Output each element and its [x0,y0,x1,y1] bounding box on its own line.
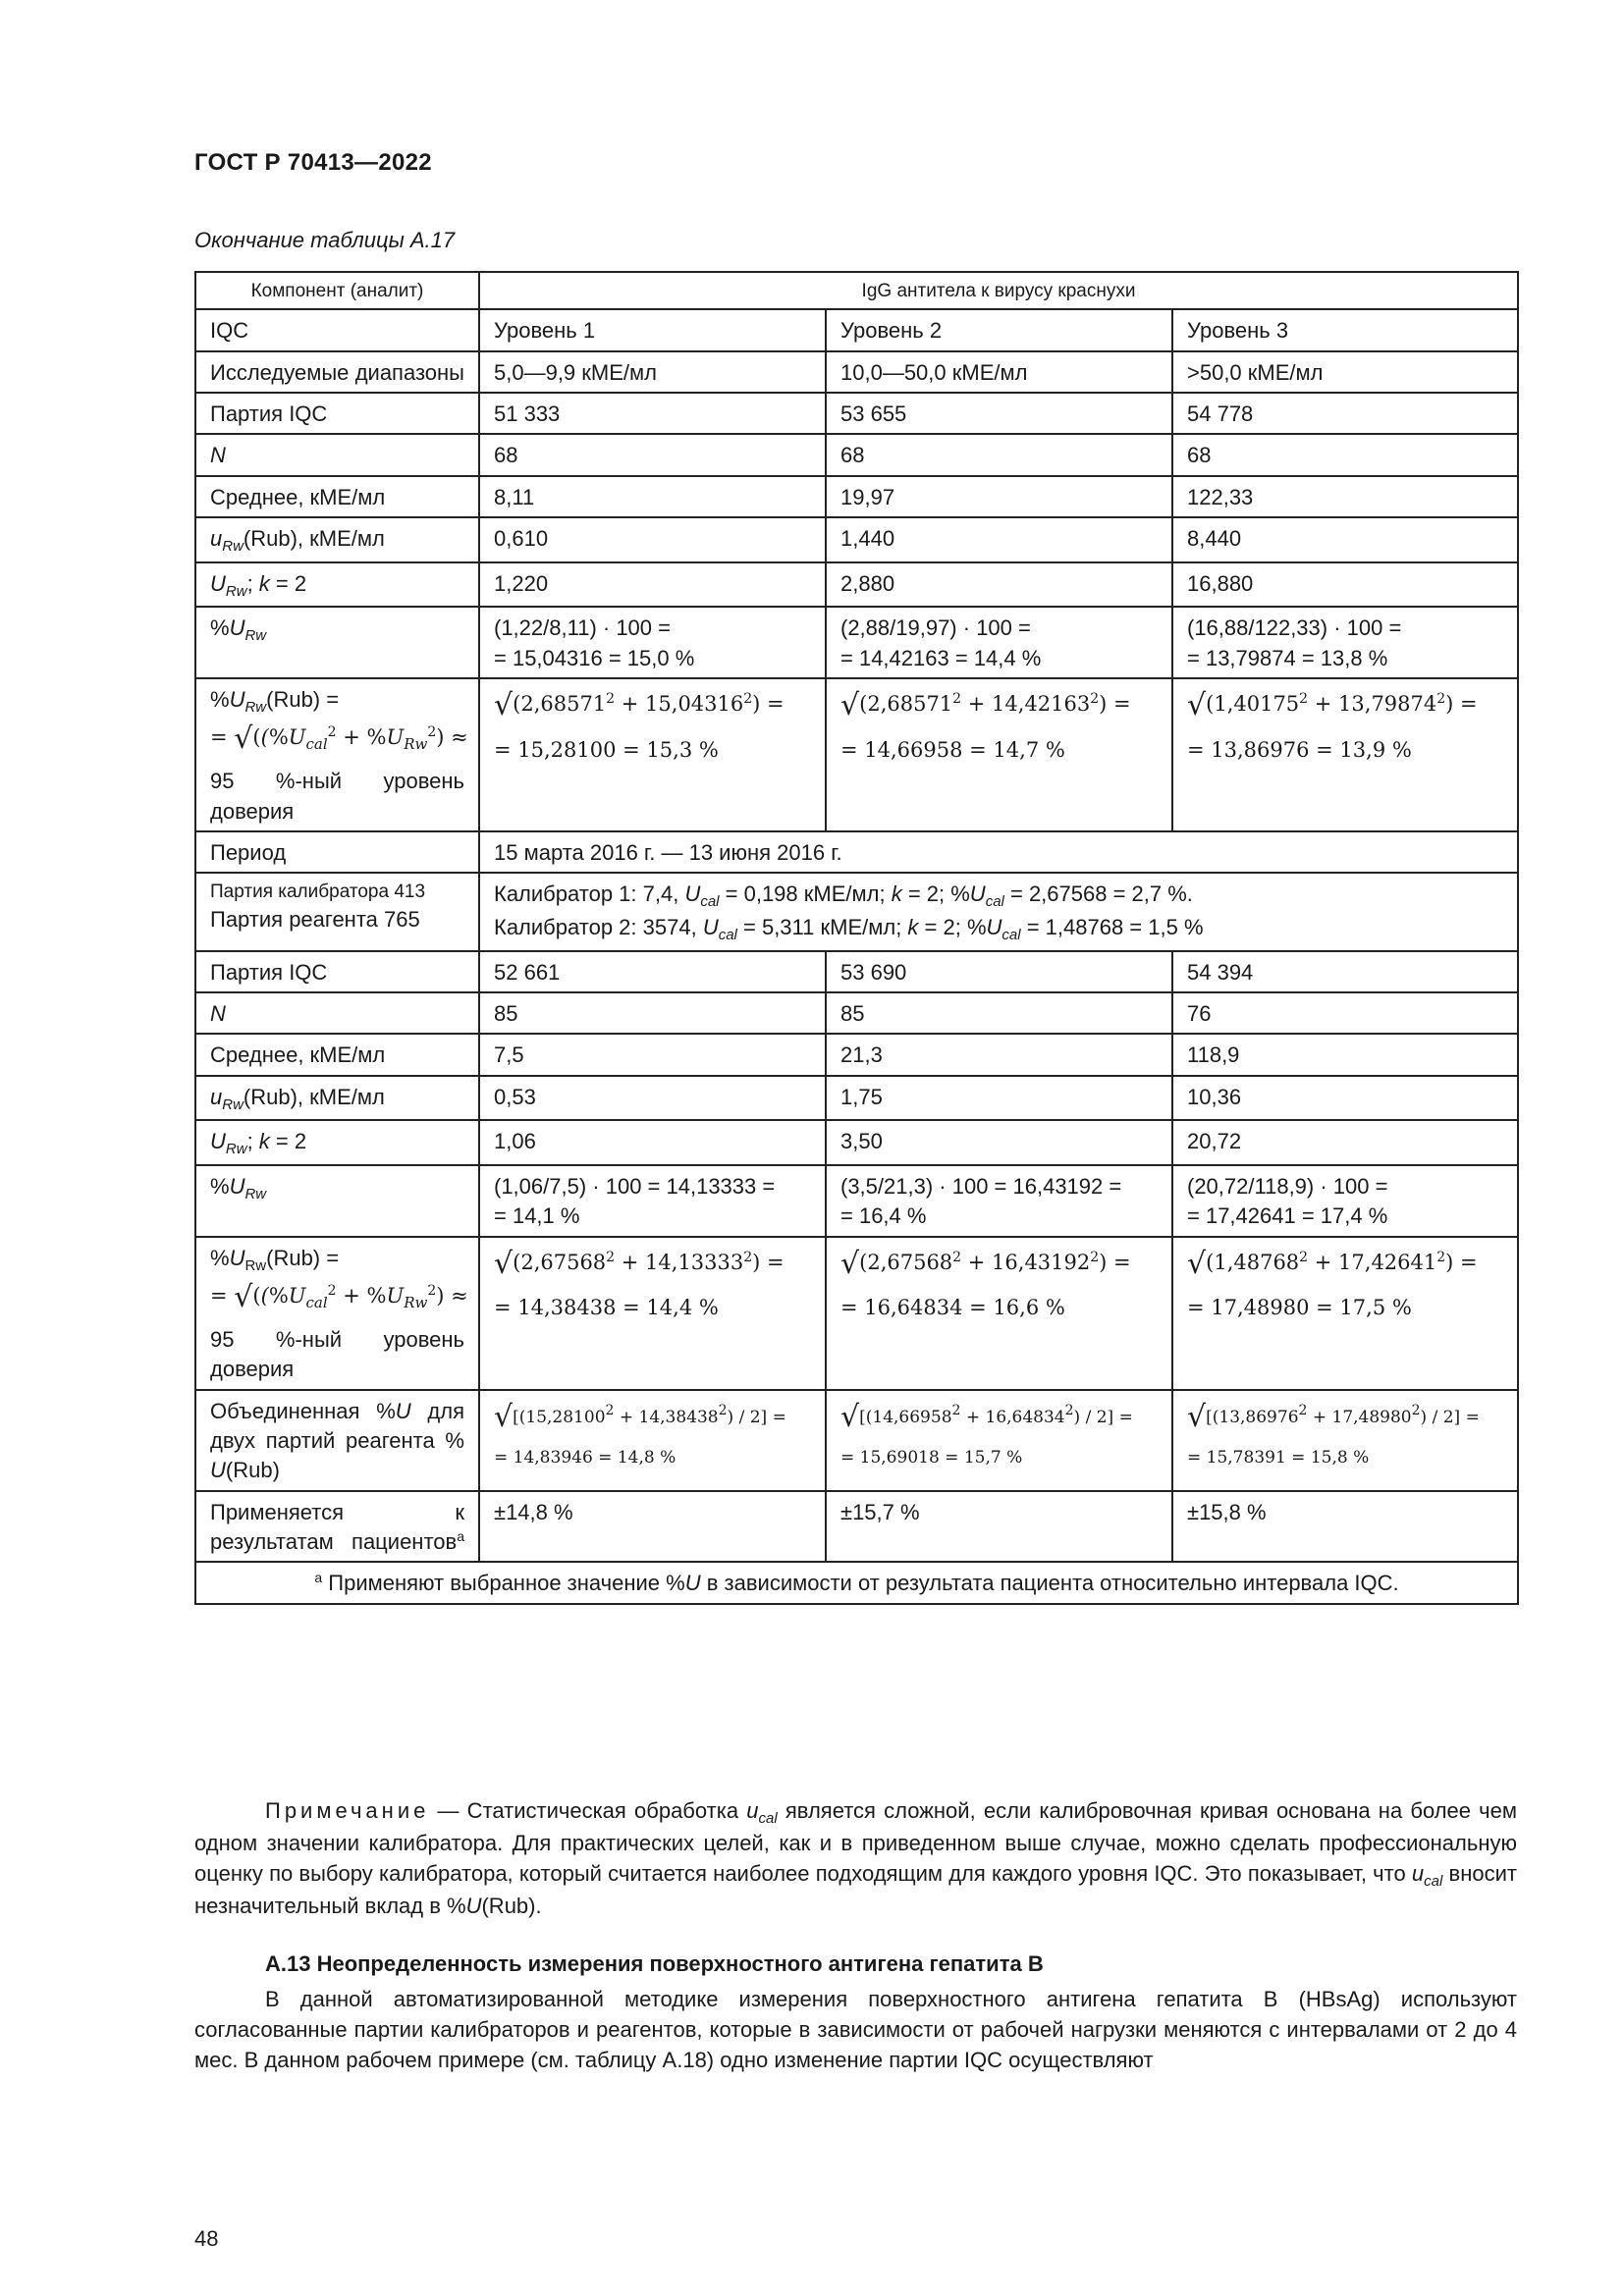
label-combined: $\%U_{Rw}(Rub)$ = = $√((\%U_{cal}^2 + \%U_{Rw}^2)$ ≈ 95 %-ный уровень доверия [195,1237,479,1390]
table-cell: (16,88/122,33) · 100 = = 13,79874 = 13,8 % [1172,607,1518,678]
row-combined-2 [195,1237,1518,1390]
row-urw-2 [195,1076,1518,1121]
table-cell: $√(2,68571^2 + 14,42163^2)$ = = 14,66958 = 14,7 % [826,678,1172,831]
level-1: Уровень 1 [479,309,826,350]
label-ranges: Исследуемые диапазоны [195,351,479,393]
table-cell: 0,53 [479,1076,826,1121]
row-iqc-levels [195,309,1518,350]
level-2: Уровень 2 [826,309,1172,350]
row-lot-1 [195,393,1518,434]
calibrator-values: Калибратор 1: 7,4, $U_{cal} = 0,198$ кМЕ/мл; k = 2; $\%U_{cal} = 2,67568 = 2,7$ %. Калибратор 2: 3574, $U_{cal} = 5,311$ кМЕ/мл; k = 2; $\%U_{cal} = 1,48768 = 1,5$ % [479,873,1518,950]
table-cell: 16,880 [1172,562,1518,608]
table-cell: $√(2,68571^2 + 15,04316^2)$ = = 15,28100 = 15,3 % [479,678,826,831]
table-cell: (20,72/118,9) · 100 = = 17,42641 = 17,4 % [1172,1165,1518,1237]
row-combined-1 [195,678,1518,831]
table-cell: 19,97 [826,476,1172,517]
table-cell: 2,880 [826,562,1172,608]
label-lot: Партия IQC [195,951,479,992]
range-2: 10,0—50,0 кМЕ/мл [826,351,1172,393]
table-cell: $√(1,48768^2 + 17,42641^2)$ = = 17,48980 = 17,5 % [1172,1237,1518,1390]
table-cell: 10,36 [1172,1076,1518,1121]
section-title: А.13 Неопределенность измерения поверхностного антигена гепатита В [265,1951,1044,1976]
row-applied [195,1491,1518,1563]
row-pooled [195,1390,1518,1491]
label-period: Период [195,831,479,873]
table-cell: (1,22/8,11) · 100 = = 15,04316 = 15,0 % [479,607,826,678]
label-calibrator-lots: Партия калибратора 413 Партия реагента 765 [195,873,479,950]
table-cell: $√[(15,28100^2 + 14,38438^2) / 2]$ = = 14,83946 = 14,8 % [479,1390,826,1491]
label-pUrw: $\%U_{Rw}$ [195,607,479,678]
table-cell: 1,220 [479,562,826,608]
table-cell: 53 690 [826,951,1172,992]
table-cell: 54 778 [1172,393,1518,434]
table-cell: 3,50 [826,1120,1172,1165]
table-cell: 76 [1172,992,1518,1034]
page-number: 48 [194,2226,219,2251]
label-pooled: Объединенная %U для двух партий реагента % U(Rub) [195,1390,479,1491]
row-Urw-1 [195,562,1518,608]
label-mean: Среднее, кМЕ/мл [195,1034,479,1075]
label-applied: Применяется к результатам пациентов$^a$ [195,1491,479,1563]
table-cell: (1,06/7,5) · 100 = 14,13333 = = 14,1 % [479,1165,826,1237]
table-caption: Окончание таблицы А.17 [194,228,456,252]
table-cell: $√(1,40175^2 + 13,79874^2)$ = = 13,86976 = 13,9 % [1172,678,1518,831]
row-n-2 [195,992,1518,1034]
header-component: Компонент (аналит) [195,272,479,309]
table-cell: 0,610 [479,517,826,562]
table-header-row [195,272,1518,309]
row-pUrw-2 [195,1165,1518,1237]
table-cell: ±15,8 % [1172,1491,1518,1563]
note-paragraph: Примечание — Статистическая обработка $u_{cal}$ является сложной, если калибровочная кривая основана на более чем одном значении калибратора. Для практических целей, как и в приведенном выше случае, можно сделать профессиональную оценку по выбору калибратора, который считается наиболее подходящим для каждого уровня IQC. Это показывает, что $u_{cal}$ вносит незначительный вклад в %U(Rub). [194,1798,1517,1918]
range-1: 5,0—9,9 кМЕ/мл [479,351,826,393]
table-footnote: $^a$ Применяют выбранное значение %U в зависимости от результата пациента относительно интервала IQC. [195,1562,1518,1603]
label-iqc: IQC [195,309,479,350]
label-n: N [195,434,479,475]
section-body: В данной автоматизированной методике измерения поверхностного антигена гепатита В (HBsAg) используют согласованные партии калибраторов и реагентов, которые в зависимости от рабочей нагрузки меняются с интервалами от 2 до 4 мес. В данном рабочем примере (см. таблицу А.18) одно изменение партии IQC осуществляют [194,1987,1517,2072]
table-cell: 1,06 [479,1120,826,1165]
document-header: ГОСТ Р 70413—2022 [194,149,432,176]
table-cell: 85 [479,992,826,1034]
table-cell: 68 [1172,434,1518,475]
row-mean-1 [195,476,1518,517]
label-mean: Среднее, кМЕ/мл [195,476,479,517]
table-cell: $√(2,67568^2 + 16,43192^2)$ = = 16,64834 = 16,6 % [826,1237,1172,1390]
label-urw: $u_{Rw}(Rub)$, кМЕ/мл [195,1076,479,1121]
table-cell: 7,5 [479,1034,826,1075]
table-cell: ±15,7 % [826,1491,1172,1563]
label-combined: $\%U_{Rw}(Rub)$ = = $√((\%U_{cal}^2 + \%U_{Rw}^2)$ ≈ 95 %-ный уровень доверия [195,678,479,831]
row-lot-2 [195,951,1518,992]
table-cell: (2,88/19,97) · 100 = = 14,42163 = 14,4 % [826,607,1172,678]
label-pUrw: $\%U_{Rw}$ [195,1165,479,1237]
label-Urw: $U_{Rw}$; k = 2 [195,562,479,608]
row-ranges [195,351,1518,393]
period-value: 15 марта 2016 г. — 13 июня 2016 г. [479,831,1518,873]
range-3: >50,0 кМЕ/мл [1172,351,1518,393]
table-cell: 1,440 [826,517,1172,562]
table-cell: (3,5/21,3) · 100 = 16,43192 = = 16,4 % [826,1165,1172,1237]
table-cell: 51 333 [479,393,826,434]
label-lot: Партия IQC [195,393,479,434]
table-cell: 21,3 [826,1034,1172,1075]
header-analyte: IgG антитела к вирусу краснухи [479,272,1518,309]
row-n-1 [195,434,1518,475]
table-cell: 8,440 [1172,517,1518,562]
table-cell: 8,11 [479,476,826,517]
row-Urw-2 [195,1120,1518,1165]
row-mean-2 [195,1034,1518,1075]
table-cell: $√[(14,66958^2 + 16,64834^2) / 2]$ = = 15,69018 = 15,7 % [826,1390,1172,1491]
table-cell: 85 [826,992,1172,1034]
level-3: Уровень 3 [1172,309,1518,350]
row-footnote [195,1562,1518,1603]
row-urw-1 [195,517,1518,562]
table-cell: 1,75 [826,1076,1172,1121]
table-cell: 52 661 [479,951,826,992]
label-n: N [195,992,479,1034]
row-pUrw-1 [195,607,1518,678]
label-Urw: $U_{Rw}$; k = 2 [195,1120,479,1165]
data-table [194,271,1519,1605]
table-cell: 53 655 [826,393,1172,434]
table-cell: 68 [479,434,826,475]
row-period [195,831,1518,873]
table-cell: 54 394 [1172,951,1518,992]
table-cell: $√(2,67568^2 + 14,13333^2)$ = = 14,38438 = 14,4 % [479,1237,826,1390]
table-cell: 122,33 [1172,476,1518,517]
row-calibrators [195,873,1518,950]
table-cell: 20,72 [1172,1120,1518,1165]
table-cell: 118,9 [1172,1034,1518,1075]
table-cell: ±14,8 % [479,1491,826,1563]
table-cell: $√[(13,86976^2 + 17,48980^2) / 2]$ = = 15,78391 = 15,8 % [1172,1390,1518,1491]
label-urw: $u_{Rw}(Rub)$, кМЕ/мл [195,517,479,562]
table-cell: 68 [826,434,1172,475]
